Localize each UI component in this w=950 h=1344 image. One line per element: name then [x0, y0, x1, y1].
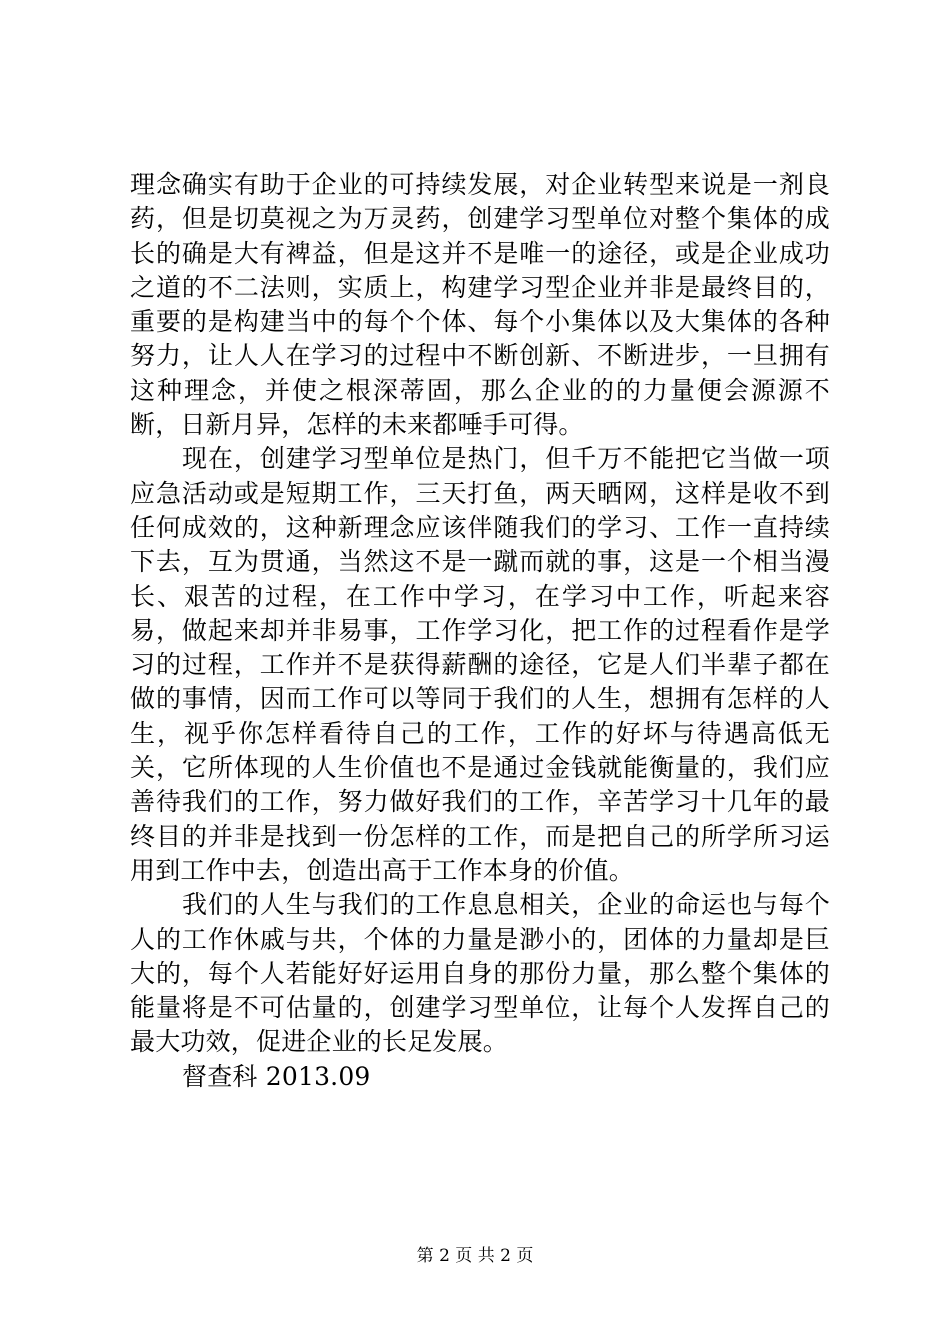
document-body — [130, 168, 830, 1094]
paragraph: 我们的人生与我们的工作息息相关，企业的命运也与每个人的工作休戚与共，个体的力量是渺小的，团体的力量却是巨大的，每个人若能好好运用自身的那份力量，那么整个集体的能量将是不可估量的，创建学习型单位，让每个人发挥自己的最大功效，促进企业的长足发展。 — [130, 890, 830, 1057]
signature-line: 督查科 2013.09 — [182, 1061, 371, 1091]
page-footer — [0, 1245, 950, 1267]
paragraph-continued: 理念确实有助于企业的可持续发展，对企业转型来说是一剂良药，但是切莫视之为万灵药，创建学习型单位对整个集体的成长的确是大有裨益，但是这并不是唯一的途径，或是企业成功之道的不二法则，实质上，构建学习型企业并非是最终目的，重要的是构建当中的每个个体、每个小集体以及大集体的各种努力，让人人在学习的过程中不断创新、不断进步，一旦拥有这种理念，并使之根深蒂固，那么企业的的力量便会源源不断，日新月异，怎样的未来都唾手可得。 — [130, 170, 830, 440]
page-number-label: 第 2 页 共 2 页 — [416, 1246, 534, 1266]
paragraph: 现在，创建学习型单位是热门，但千万不能把它当做一项应急活动或是短期工作，三天打鱼，两天晒网，这样是收不到任何成效的，这种新理念应该伴随我们的学习、工作一直持续下去，互为贯通，当然这不是一蹴而就的事，这是一个相当漫长、艰苦的过程，在工作中学习，在学习中工作，听起来容易，做起来却并非易事，工作学习化，把工作的过程看作是学习的过程，工作并不是获得薪酬的途径，它是人们半辈子都在做的事情，因而工作可以等同于我们的人生，想拥有怎样的人生，视乎你怎样看待自己的工作，工作的好坏与待遇高低无关，它所体现的人生价值也不是通过金钱就能衡量的，我们应善待我们的工作，努力做好我们的工作，辛苦学习十几年的最终目的并非是找到一份怎样的工作，而是把自己的所学所习运用到工作中去，创造出高于工作本身的价值。 — [130, 444, 830, 885]
